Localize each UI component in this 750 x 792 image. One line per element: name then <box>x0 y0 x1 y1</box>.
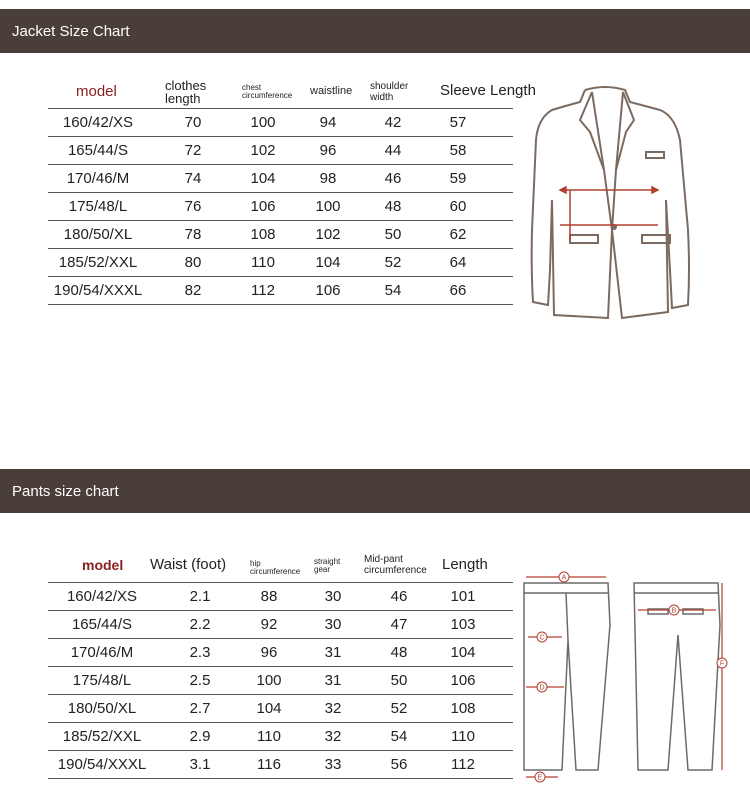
cell-length: 70 <box>184 114 202 131</box>
pants-table-header <box>48 548 513 582</box>
pants-label-c: C <box>539 634 545 642</box>
table-row <box>48 192 513 221</box>
jacket-title: Jacket Size Chart <box>12 22 130 40</box>
pants-front-fly <box>566 593 568 640</box>
cell-model: 180/50/XL <box>63 226 133 243</box>
cell-hip: 116 <box>257 756 281 773</box>
jacket-right-side <box>585 87 689 308</box>
table-row <box>48 666 513 695</box>
pants-size-chart-banner <box>0 469 750 513</box>
cell-gear: 32 <box>324 728 342 745</box>
pants-diagram <box>518 565 740 785</box>
cell-waist: 2.5 <box>189 672 211 689</box>
cell-model: 190/54/XXXL <box>53 282 143 299</box>
cell-midpant: 47 <box>390 616 408 633</box>
jacket-left-pocket <box>570 235 598 243</box>
cell-shoulder: 42 <box>384 114 402 131</box>
pants-header-model: model <box>82 557 124 573</box>
cell-model: 190/54/XXXL <box>57 756 147 773</box>
cell-model: 185/52/XXL <box>58 254 138 271</box>
table-row <box>48 164 513 193</box>
cell-sleeve: 59 <box>449 170 467 187</box>
cell-model: 165/44/S <box>71 616 133 633</box>
cell-gear: 30 <box>324 588 342 605</box>
jacket-diagram <box>530 80 695 325</box>
cell-sleeve: 58 <box>449 142 467 159</box>
jacket-header-shoulder: shoulder width <box>370 81 409 103</box>
cell-hip: 92 <box>260 616 278 633</box>
pants-label-f: F <box>719 660 725 668</box>
cell-chest: 104 <box>250 170 276 187</box>
cell-hip: 104 <box>256 700 282 717</box>
cell-model: 175/48/L <box>68 198 128 215</box>
pants-label-d: D <box>539 684 545 692</box>
cell-length: 76 <box>184 198 202 215</box>
pants-header-waist: Waist (foot) <box>150 556 227 573</box>
cell-shoulder: 54 <box>384 282 402 299</box>
jacket-header-length: clothes length <box>165 78 207 106</box>
pants-label-e: E <box>537 774 543 782</box>
pants-title: Pants size chart <box>12 482 119 500</box>
cell-waist: 2.2 <box>189 616 211 633</box>
cell-gear: 31 <box>324 672 342 689</box>
cell-waist: 2.9 <box>189 728 211 745</box>
pants-label-a: A <box>561 574 567 582</box>
cell-model: 160/42/XS <box>62 114 134 131</box>
cell-midpant: 50 <box>390 672 408 689</box>
jacket-header-sleeve: Sleeve Length <box>440 82 536 99</box>
jacket-right-front <box>612 200 668 318</box>
cell-gear: 33 <box>324 756 342 773</box>
cell-hip: 100 <box>256 672 282 689</box>
jacket-left-side <box>532 90 585 305</box>
cell-model: 185/52/XXL <box>62 728 142 745</box>
cell-length: 74 <box>184 170 202 187</box>
cell-length: 106 <box>450 672 476 689</box>
pants-header-hip: hip circumference <box>250 559 301 577</box>
cell-waist: 3.1 <box>189 756 211 773</box>
table-row <box>48 750 513 779</box>
jacket-breast-pocket <box>646 152 664 158</box>
cell-model: 175/48/L <box>72 672 132 689</box>
cell-midpant: 52 <box>390 700 408 717</box>
cell-sleeve: 57 <box>449 114 467 131</box>
jacket-table-header <box>48 74 536 108</box>
table-row <box>48 638 513 667</box>
jacket-left-lapel <box>592 92 612 230</box>
cell-length: 101 <box>450 588 476 605</box>
cell-length: 80 <box>184 254 202 271</box>
table-row <box>48 220 513 249</box>
pants-header-gear: straight gear <box>314 557 341 575</box>
cell-waist: 96 <box>319 142 337 159</box>
cell-sleeve: 62 <box>449 226 467 243</box>
table-row <box>48 694 513 723</box>
cell-model: 165/44/S <box>67 142 129 159</box>
cell-shoulder: 44 <box>384 142 402 159</box>
cell-model: 170/46/M <box>70 644 134 661</box>
table-row <box>48 276 513 305</box>
cell-length: 112 <box>451 756 475 773</box>
cell-waist: 2.3 <box>189 644 211 661</box>
jacket-header-chest: chest circumference <box>242 83 293 101</box>
jacket-left-front <box>552 200 612 318</box>
table-row <box>48 610 513 639</box>
cell-midpant: 54 <box>390 728 408 745</box>
cell-chest: 100 <box>250 114 276 131</box>
table-row <box>48 136 513 165</box>
cell-chest: 106 <box>250 198 276 215</box>
cell-shoulder: 50 <box>384 226 402 243</box>
cell-model: 160/42/XS <box>66 588 138 605</box>
jacket-left-collar <box>580 92 604 170</box>
cell-length: 108 <box>450 700 476 717</box>
cell-midpant: 46 <box>390 588 408 605</box>
cell-gear: 32 <box>324 700 342 717</box>
cell-waist: 102 <box>315 226 341 243</box>
cell-hip: 110 <box>257 728 281 745</box>
cell-model: 180/50/XL <box>67 700 137 717</box>
cell-waist: 98 <box>319 170 337 187</box>
table-row <box>48 248 513 277</box>
cell-shoulder: 46 <box>384 170 402 187</box>
table-row <box>48 108 513 137</box>
cell-waist: 2.1 <box>189 588 211 605</box>
jacket-header-waist: waistline <box>310 85 353 97</box>
cell-length: 104 <box>450 644 476 661</box>
cell-waist: 100 <box>315 198 341 215</box>
cell-waist: 2.7 <box>189 700 211 717</box>
cell-waist: 94 <box>319 114 337 131</box>
cell-length: 72 <box>184 142 202 159</box>
cell-chest: 112 <box>251 282 275 299</box>
cell-sleeve: 60 <box>449 198 467 215</box>
cell-length: 78 <box>184 226 202 243</box>
pants-label-b: B <box>671 607 677 615</box>
cell-waist: 106 <box>315 282 341 299</box>
cell-shoulder: 52 <box>384 254 402 271</box>
cell-length: 82 <box>184 282 202 299</box>
chest-arrow-right <box>652 187 658 193</box>
pants-header-midpant: Mid-pant circumference <box>364 554 427 576</box>
cell-chest: 110 <box>251 254 275 271</box>
cell-model: 170/46/M <box>66 170 130 187</box>
jacket-header-model: model <box>76 83 117 100</box>
cell-gear: 31 <box>324 644 342 661</box>
table-bottom-border <box>48 778 513 779</box>
cell-hip: 96 <box>260 644 278 661</box>
cell-chest: 102 <box>250 142 276 159</box>
cell-gear: 30 <box>324 616 342 633</box>
cell-length: 110 <box>451 728 475 745</box>
cell-waist: 104 <box>315 254 341 271</box>
cell-hip: 88 <box>260 588 278 605</box>
jacket-size-chart-banner <box>0 9 750 53</box>
cell-shoulder: 48 <box>384 198 402 215</box>
cell-sleeve: 64 <box>449 254 467 271</box>
pants-header-length: Length <box>442 556 488 573</box>
cell-sleeve: 66 <box>449 282 467 299</box>
cell-midpant: 48 <box>390 644 408 661</box>
cell-chest: 108 <box>250 226 276 243</box>
chest-arrow-left <box>560 187 566 193</box>
table-bottom-border <box>48 304 513 305</box>
cell-midpant: 56 <box>390 756 408 773</box>
cell-length: 103 <box>450 616 476 633</box>
table-row <box>48 582 513 611</box>
table-row <box>48 722 513 751</box>
